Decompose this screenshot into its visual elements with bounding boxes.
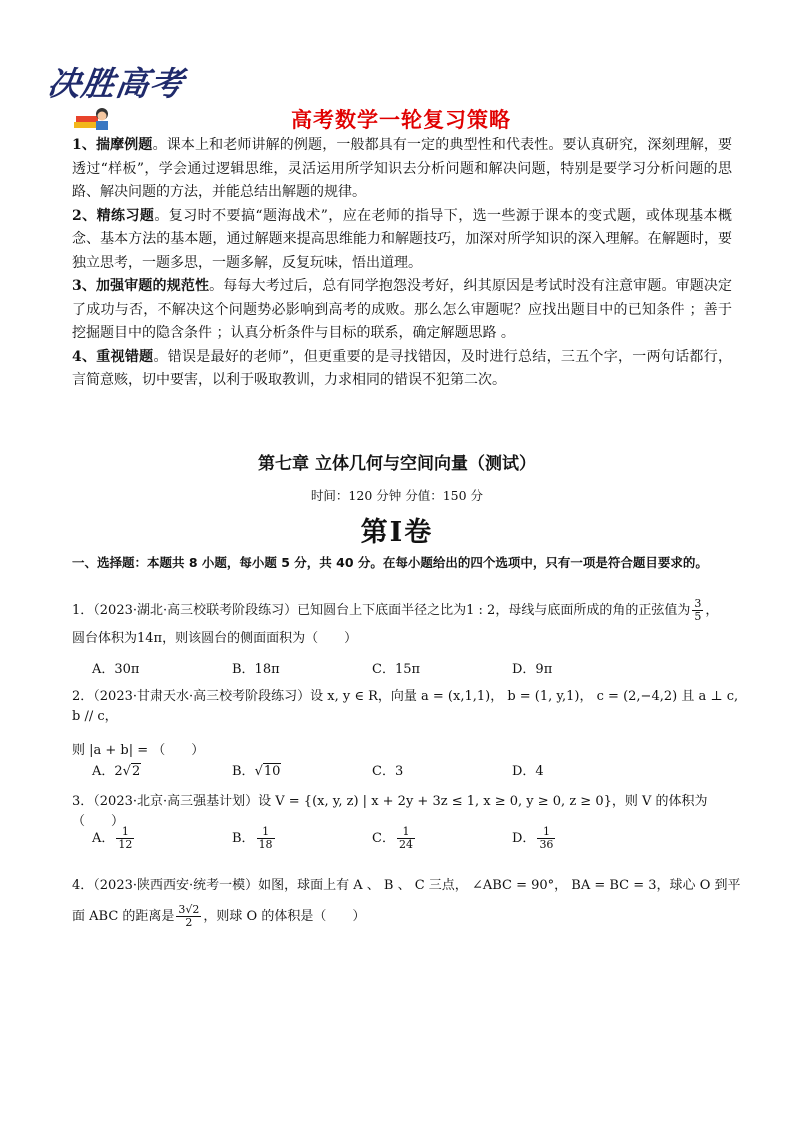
- option-a[interactable]: A． $\frac{1}{12}$: [92, 825, 133, 851]
- question-2-line-1: 2．（2023·甘肃天水·高三校考阶段练习）设 x, y ∈ R，向量 a = (x,1,1)， b = (1, y,1)， c = (2,−4,2) 且 a ⊥ c, b // c，: [72, 689, 739, 724]
- tip-2: 2、精练习题。复习时不要搞“题海战术”，应在老师的指导下，选一些源于课本的变式题，或体现基本概念、基本方法的基本题，通过解题来提高思维能力和解题技巧，加深对所学知识的深入理解。在解题时，要独立思考，一题多思，一题多解，反复玩味，悟出道理。: [72, 207, 732, 271]
- question-4-line-2: 面 ABC 的距离是 $\frac{3√2}{2}$ ，则球 O 的体积是（ ）: [72, 903, 366, 929]
- tip-4: 4、重视错题。错误是最好的老师”，但更重要的是寻找错因，及时进行总结，三五个字，一两句话都行，言简意赅，切中要害，以利于吸取教训，力求相同的错误不犯第二次。: [72, 348, 732, 388]
- fraction: $\frac{1}{18}$: [258, 825, 273, 851]
- logo-text: 决胜高考: [44, 64, 187, 103]
- fraction: $\frac{1}{36}$: [539, 825, 554, 851]
- question-1-line-1: 1．（2023·湖北·高三校联考阶段练习）已知圆台上下底面半径之比为1 : 2，母线与底面所成的角的正弦值为 $\frac{3}{5}$ ，: [72, 597, 719, 623]
- fraction: $\frac{1}{24}$: [398, 825, 413, 851]
- option-d[interactable]: D．4: [512, 764, 544, 779]
- tips-section: [72, 134, 732, 393]
- option-d[interactable]: D． $\frac{1}{36}$: [512, 825, 554, 851]
- tip-3: 3、加强审题的规范性。每每大考过后，总有同学抱怨没考好，纠其原因是考试时没有注意审题。审题决定了成功与否，不解决这个问题势必影响到高考的成败。那么怎么审题呢？应找出题目中的已知条件 ；善于挖掘题目中的隐含条件 ；认真分析条件与目标的联系，确定解题思路 。: [72, 278, 732, 341]
- option-c[interactable]: C．3: [372, 764, 404, 779]
- question-1-options: [92, 658, 652, 677]
- option-b[interactable]: B．√10: [232, 764, 281, 779]
- chapter-title: 第七章 立体几何与空间向量（测试）: [258, 454, 536, 474]
- option-b[interactable]: B．18π: [232, 662, 280, 677]
- question-3-line-1: 3．（2023·北京·高三强基计划）设 V = {(x, y, z) | x + 2y + 3z ≤ 1, x ≥ 0, y ≥ 0, z ≥ 0}，则 V 的体积为（ ）: [72, 794, 708, 829]
- question-4: [72, 876, 742, 929]
- question-3-options: [92, 826, 652, 851]
- option-b[interactable]: B． $\frac{1}{18}$: [232, 825, 273, 851]
- option-c[interactable]: C．15π: [372, 662, 421, 677]
- option-a[interactable]: A．2√2: [92, 764, 141, 779]
- fraction: $\frac{3}{5}$: [694, 597, 702, 623]
- question-1: [72, 598, 742, 649]
- question-1-line-2: 圆台体积为14π，则该圆台的侧面面积为（ ）: [72, 631, 358, 646]
- section-instruction: 一、选择题：本题共 8 小题，每小题 5 分，共 40 分。在每小题给出的四个选项中，只有一项是符合题目要求的。: [72, 555, 708, 570]
- option-c[interactable]: C． $\frac{1}{24}$: [372, 825, 413, 851]
- tip-1: 1、揣摩例题。课本上和老师讲解的例题，一般都具有一定的典型性和代表性。要认真研究，深刻理解，要透过“样板”，学会通过逻辑思维，灵活运用所学知识去分析问题和解决问题，特别是要学习分析问题的思路、解决问题的方法，并能总结出解题的规律。: [72, 137, 732, 200]
- question-2: [72, 687, 742, 761]
- strategy-title: 高考数学一轮复习策略: [291, 108, 511, 132]
- question-4-line-1: 4．（2023·陕西西安·统考一模）如图，球面上有 A 、 B 、 C 三点， ∠ABC = 90°， BA = BC = 3，球心 O 到平: [72, 878, 741, 893]
- option-a[interactable]: A．30π: [92, 662, 140, 677]
- fraction: $\frac{3√2}{2}$: [178, 903, 200, 929]
- volume-title: 第Ⅰ卷: [360, 517, 434, 548]
- question-2-options: [92, 760, 652, 779]
- fraction: $\frac{1}{12}$: [118, 825, 133, 851]
- question-2-line-2: 则 |a + b| = （ ）: [72, 743, 205, 758]
- option-d[interactable]: D．9π: [512, 662, 553, 677]
- exam-meta: 时间：120 分钟 分值：150 分: [310, 488, 484, 503]
